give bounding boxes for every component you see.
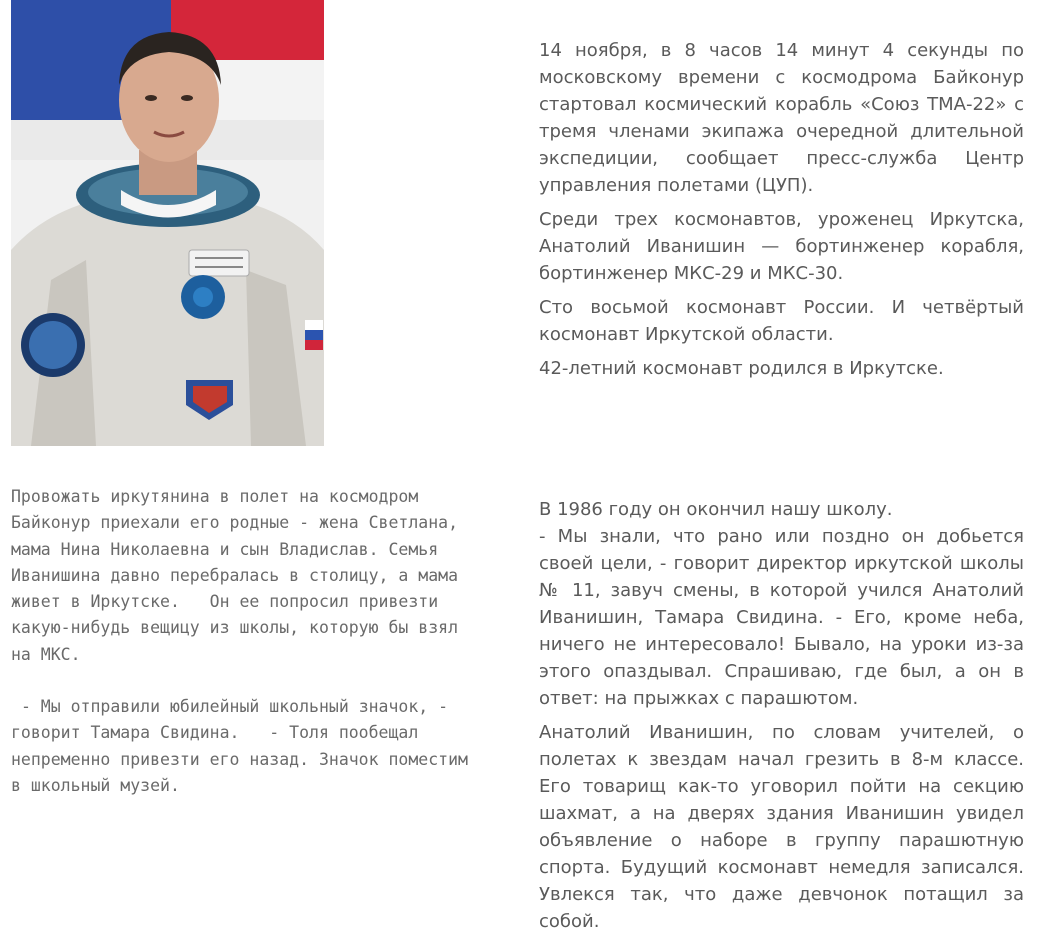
- birthplace-paragraph: 42-летний космонавт родился в Иркутске.: [539, 358, 944, 379]
- school-article: [539, 496, 1024, 942]
- teachers-paragraph: Анатолий Иванишин, по словам учителей, о полетах к звездам начал грезить в 8-м классе. Его товарищ как-то уговорил пойти на секцию шахмат, а на дверях здания Иванишин увидел объявление о наборе в группу парашютную спорта. Будущий космонавт немедля записался. Увлекся так, что даже девчонок потащил за собой.: [539, 722, 1024, 932]
- cosmonaut-intro-paragraph: Среди трех космонавтов, уроженец Иркутска, Анатолий Иванишин — бортинженер корабля, бортинженер МКС-29 и МКС-30.: [539, 209, 1024, 284]
- badge-paragraph: - Мы отправили юбилейный школьный значок, - говорит Тамара Свидина. - Толя пообещал непременно привезти его назад. Значок поместим в школьный музей.: [11, 697, 478, 795]
- graduation-line: В 1986 году он окончил нашу школу.: [539, 499, 893, 520]
- launch-article: [539, 37, 1024, 389]
- launch-paragraph: 14 ноября, в 8 часов 14 минут 4 секунды по московскому времени с космодрома Байконур стартовал космический корабль «Союз ТМА-22» с тремя членами экипажа очередной длительной экспедиции, сообщает пресс-служба Центр управления полетами (ЦУП).: [539, 40, 1024, 196]
- farewell-paragraph: Провожать иркутянина в полет на космодром Байконур приехали его родные - жена Светлана, мама Нина Николаевна и сын Владислав. Семья Иванишина давно перебралась в столицу, а мама живет в Иркутске. Он ее попросил привезти какую-нибудь вещицу из школы, которую бы взял на МКС.: [11, 487, 468, 664]
- cosmonaut-portrait-icon: [11, 0, 324, 446]
- cosmonaut-rank-paragraph: Сто восьмой космонавт России. И четвёртый космонавт Иркутской области.: [539, 297, 1024, 345]
- cosmonaut-photo: [11, 0, 324, 446]
- farewell-story: [11, 484, 481, 799]
- director-quote-paragraph: - Мы знали, что рано или поздно он добьется своей цели, - говорит директор иркутской школы № 11, завуч смены, в которой учился Анатолий Иванишин, Тамара Свидина. - Его, кроме неба, ничего не интересовало! Бывало, на уроки из-за этого опаздывал. Спрашиваю, где был, а он в ответ: на прыжках с парашютом.: [539, 526, 1024, 709]
